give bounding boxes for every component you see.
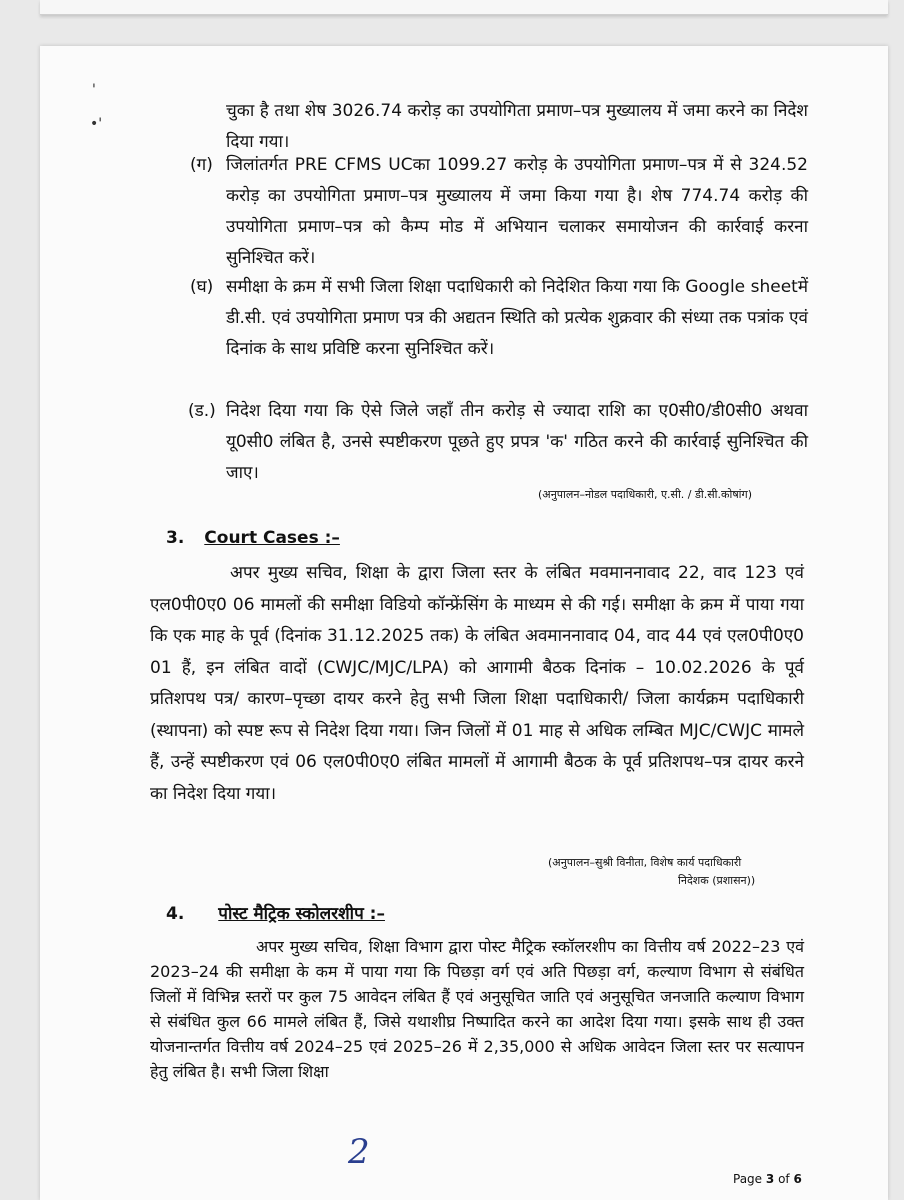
item-label-ga: (ग) — [190, 155, 213, 175]
handwritten-mark: 2 — [348, 1132, 370, 1172]
item-label-gha: (घ) — [190, 277, 214, 297]
margin-mark: ' — [92, 82, 96, 98]
section-3-title: Court Cases :– — [204, 528, 340, 548]
item-text-gha: समीक्षा के क्रम में सभी जिला शिक्षा पदाधिकारी को निदेशित किया गया कि Google sheetमें डी.सी. एवं उपयोगिता प्रमाण पत्र की अद्यतन स्थिति को प्रत्येक शुक्रवार की संध्या तक पत्रांक एवं दिनांक के साथ प्रविष्टि करना सुनिश्चित करें। — [226, 277, 808, 359]
section-4-heading — [166, 902, 385, 926]
item-text-ga: जिलांतर्गत PRE CFMS UCका 1099.27 करोड़ के उपयोगिता प्रमाण–पत्र में से 324.52 करोड़ का उपयोगिता प्रमाण–पत्र मुख्यालय में जमा किया गया है। शेष 774.74 करोड़ की उपयोगिता प्रमाण–पत्र को कैम्प मोड में अभियान चलाकर समायोजन की कार्रवाई करना सुनिश्चित करें। — [226, 155, 808, 268]
section-3-heading — [166, 526, 340, 550]
compliance-note-2-line-1: (अनुपालन–सुश्री विनीता, विशेष कार्य पदाधिकारी — [548, 856, 742, 869]
compliance-note-1: (अनुपालन–नोडल पदाधिकारी, ए.सी. / डी.सी.कोषांग) — [538, 488, 753, 501]
compliance-note-2-line-2: निदेशक (प्रशासन)) — [678, 874, 756, 887]
section-3-number: 3. — [166, 528, 185, 548]
margin-mark: •' — [90, 116, 103, 132]
section-4-paragraph: अपर मुख्य सचिव, शिक्षा विभाग द्वारा पोस्ट मैट्रिक स्कॉलरशीप का वित्तीय वर्ष 2022–23 एवं 2023–24 की समीक्षा के कम में पाया गया कि पिछड़ा वर्ग एवं अति पिछड़ा वर्ग, कल्याण विभाग से संबंधित जिलों में विभिन्न स्तरों पर कुल 75 आवेदन लंबित हैं एवं अनुसूचित जाति एवं अनुसूचित जनजाति कल्याण विभाग से संबंधित कुल 66 मामले लंबित हैं, जिसे यथाशीघ्र निष्पादित करने का आदेश दिया गया। इसके साथ ही उक्त योजनान्तर्गत वित्तीय वर्ष 2024–25 एवं 2025–26 में 2,35,000 से अधिक आवेदन जिला स्तर पर सत्यापन हेतु लंबित है। सभी जिला शिक्षा — [150, 937, 804, 1081]
item-label-da: (ड.) — [188, 401, 216, 421]
item-text-da: निदेश दिया गया कि ऐसे जिले जहाँ तीन करोड़ से ज्यादा राशि का ए0सी0/डी0सी0 अथवा यू0सी0 लंबित है, उनसे स्पष्टीकरण पूछते हुए प्रपत्र 'क' गठित करने की कार्रवाई सुनिश्चित की जाए। — [226, 401, 808, 483]
page-number: Page 3 of 6 — [733, 1172, 802, 1186]
carryover-paragraph: चुका है तथा शेष 3026.74 करोड़ का उपयोगिता प्रमाण–पत्र मुख्यालय में जमा करने का निदेश दिया गया। — [226, 101, 808, 152]
section-4-number: 4. — [166, 904, 185, 924]
section-4-title: पोस्ट मैट्रिक स्कोलरशीप :– — [218, 904, 385, 924]
document-page — [40, 46, 888, 1200]
previous-page-edge — [40, 0, 888, 15]
section-3-paragraph: अपर मुख्य सचिव, शिक्षा के द्वारा जिला स्तर के लंबित मवमाननावाद 22, वाद 123 एवं एल0पी0ए0 06 मामलों की समीक्षा विडियो कॉन्फ्रेंसिंग के माध्यम से की गई। समीक्षा के क्रम में पाया गया कि एक माह के पूर्व (दिनांक 31.12.2025 तक) के लंबित अवमाननावाद 04, वाद 44 एवं एल0पी0ए0 01 हैं, इन लंबित वादों (CWJC/MJC/LPA) को आगामी बैठक दिनांक – 10.02.2026 के पूर्व प्रतिशपथ पत्र/ कारण–पृच्छा दायर करने हेतु सभी जिला शिक्षा पदाधिकारी/ जिला कार्यक्रम पदाधिकारी (स्थापना) को स्पष्ट रूप से निदेश दिया गया। जिन जिलों में 01 माह से अधिक लम्बित MJC/CWJC मामले हैं, उन्हें स्पष्टीकरण एवं 06 एल0पी0ए0 लंबित मामलों में आगामी बैठक के पूर्व प्रतिशपथ–पत्र दायर करने का निदेश दिया गया। — [150, 563, 804, 804]
